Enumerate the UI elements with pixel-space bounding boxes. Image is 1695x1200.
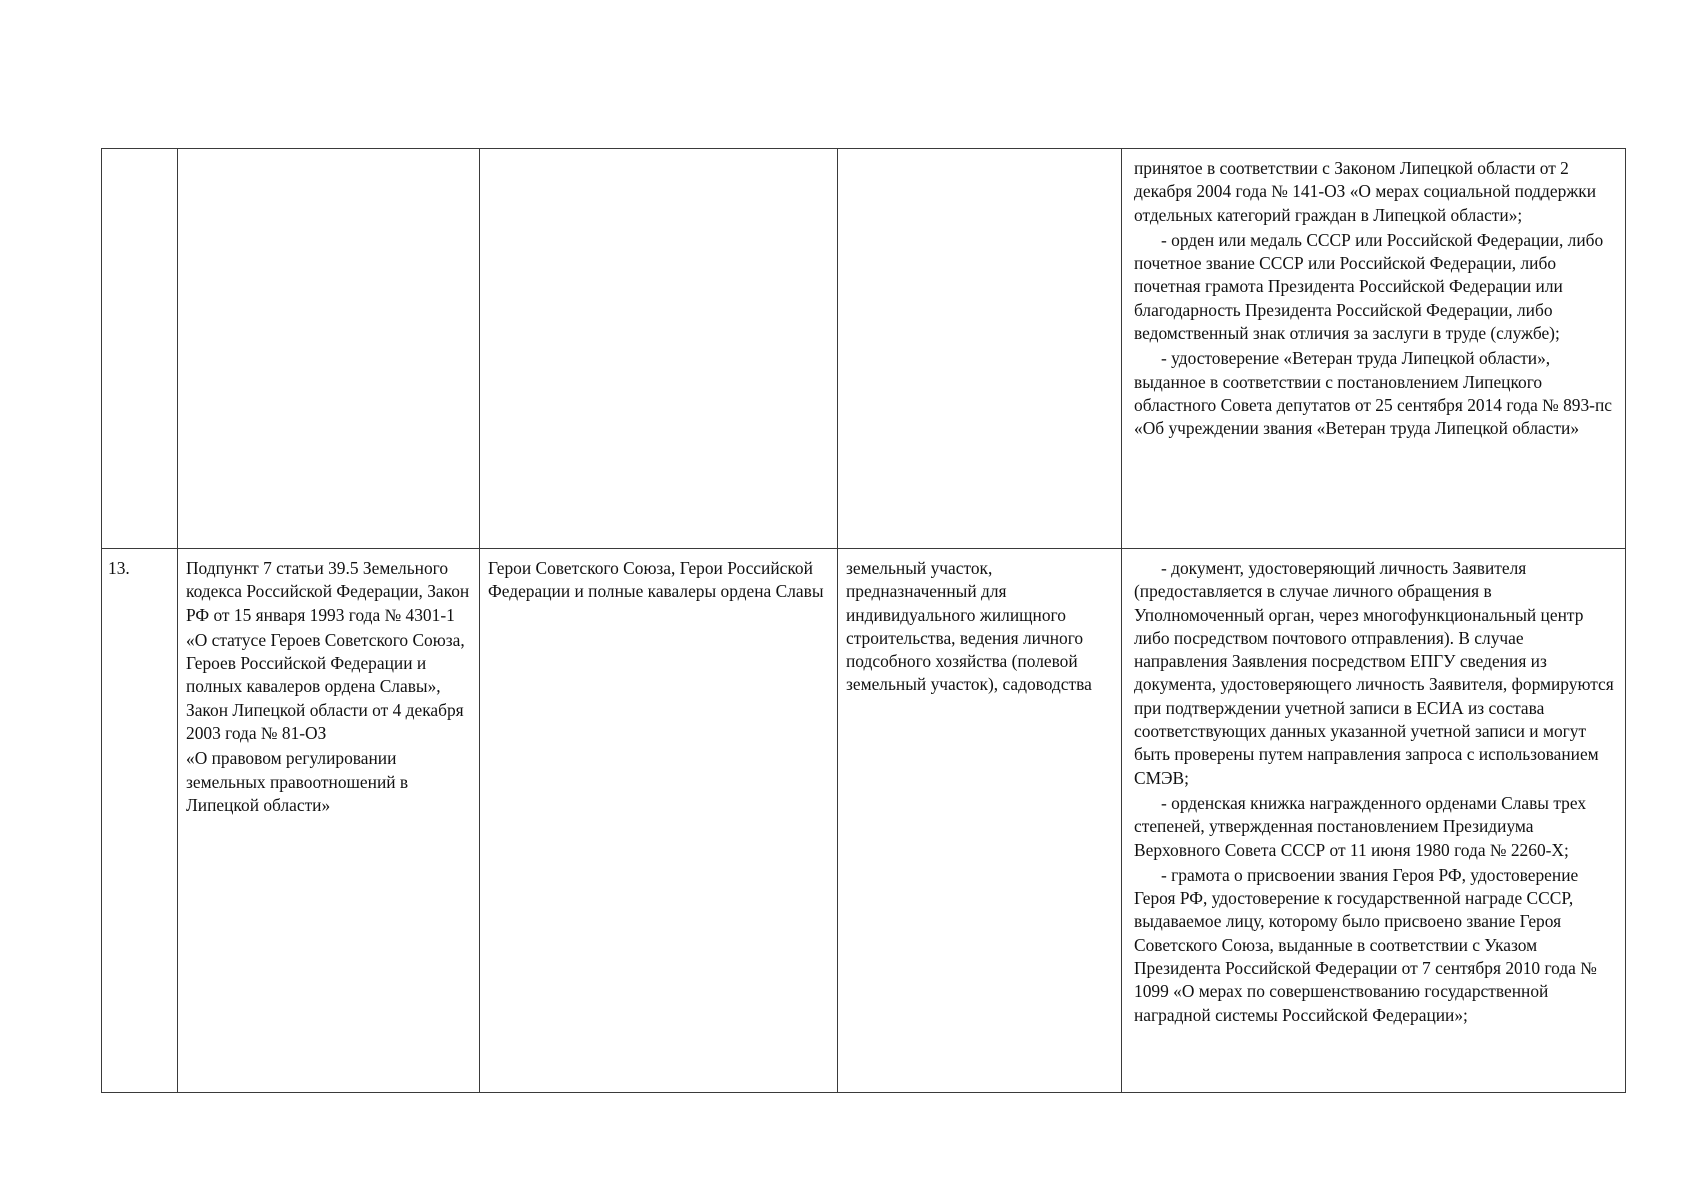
cell-land-plot <box>838 149 1122 549</box>
document-paragraph: - удостоверение «Ветеран труда Липецкой области», выданное в соответствии с постановлением Липецкого областного Совета депутатов от 25 сентября 2014 года № 893-пс «Об учреждении звания «Ветеран труда Липецкой области» <box>1134 348 1612 439</box>
cell-required-documents <box>1122 149 1626 549</box>
table-row <box>102 549 1626 1093</box>
document-paragraph: - грамота о присвоении звания Героя РФ, удостоверение Героя РФ, удостоверение к государственной награде СССР, выдаваемое лицу, которому было присвоено звание Героя Советского Союза, выданные в соответствии с Указом Президента Российской Федерации от 7 сентября 2010 года № 1099 «О мерах по совершенствованию государственной наградной системы Российской Федерации»; <box>1134 864 1597 1025</box>
basis-paragraph: «О статусе Героев Советского Союза, Героев Российской Федерации и полных кавалеров ордена Славы», Закон Липецкой области от 4 декабря 2003 года № 81-ОЗ <box>186 629 465 744</box>
basis-paragraph: Подпункт 7 статьи 39.5 Земельного кодекса Российской Федерации, Закон РФ от 15 января 1993 года № 4301-1 <box>186 558 470 625</box>
cell-citizen-category: Герои Советского Союза, Герои Российской Федерации и полные кавалеры ордена Славы <box>480 549 838 1093</box>
basis-paragraph: «О правовом регулировании земельных правоотношений в Липецкой области» <box>186 748 409 815</box>
document-paragraph: принятое в соответствии с Законом Липецкой области от 2 декабря 2004 года № 141-ОЗ «О мерах социальной поддержки отдельных категорий граждан в Липецкой области»; <box>1134 158 1597 225</box>
table-row <box>102 149 1626 549</box>
document-paragraph: - орденская книжка награжденного орденами Славы трех степеней, утвержденная постановлением Президиума Верховного Совета СССР от 11 июня 1980 года № 2260-Х; <box>1134 792 1587 860</box>
document-paragraph: - документ, удостоверяющий личность Заявителя (предоставляется в случае личного обращения в Уполномоченный орган, через многофункциональный центр либо посредством почтового отправления). В случае направления Заявления посредством ЕПГУ сведения из документа, удостоверяющего личность Заявителя, формируются при подтверждении учетной записи в ЕСИА из состава соответствующих данных указанной учетной записи и могут быть проверены путем направления запроса с использованием СМЭВ; <box>1134 558 1614 788</box>
benefits-table <box>101 148 1626 1093</box>
document-paragraph: - орден или медаль СССР или Российской Федерации, либо почетное звание СССР или Российской Федерации, либо почетная грамота Президента Российской Федерации или благодарность Президента Российской Федерации, либо ведомственный знак отличия за заслуги в труде (службе); <box>1134 229 1604 344</box>
cell-citizen-category <box>480 149 838 549</box>
cell-legal-basis <box>178 149 480 549</box>
cell-legal-basis <box>178 549 480 1093</box>
cell-number <box>102 149 178 549</box>
cell-number: 13. <box>102 549 178 1093</box>
cell-land-plot: земельный участок, предназначенный для индивидуального жилищного строительства, ведения личного подсобного хозяйства (полевой земельный участок), садоводства <box>838 549 1122 1093</box>
cell-required-documents <box>1122 549 1626 1093</box>
